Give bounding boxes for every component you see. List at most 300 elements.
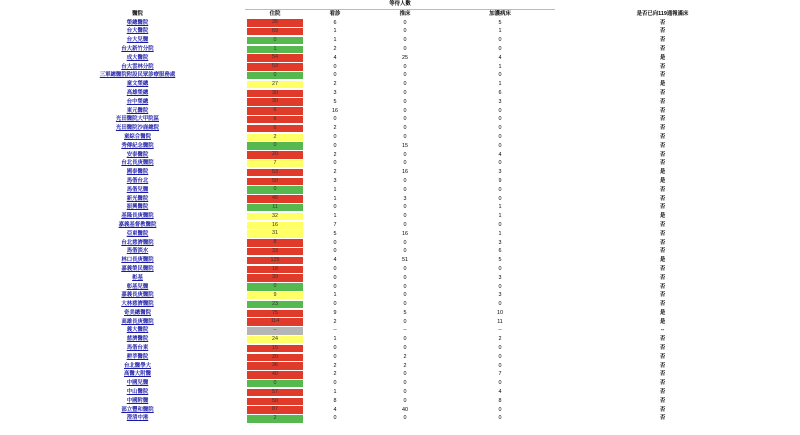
table-row	[30, 168, 770, 177]
table-header	[30, 0, 770, 19]
full-report-cell: 否	[659, 415, 666, 422]
full-report-cell: 否	[659, 362, 666, 369]
push-bed-cell: 0	[403, 345, 407, 352]
icu-cell: 5	[498, 257, 502, 264]
hospital-link[interactable]: 童綜合醫院	[124, 133, 151, 140]
consult-cell: 0	[333, 72, 337, 79]
full-report-cell: 是	[659, 257, 666, 264]
full-report-cell: 是	[659, 213, 666, 220]
inpatient-status-badge: 0	[247, 380, 303, 387]
table-row	[30, 379, 770, 388]
icu-cell: 0	[498, 160, 502, 167]
table-row	[30, 71, 770, 80]
full-report-cell: 否	[659, 301, 666, 308]
consult-cell: 3	[333, 177, 337, 184]
icu-cell: 0	[498, 265, 502, 272]
hospital-link[interactable]: 台大雲林分院	[121, 63, 154, 70]
hospital-link[interactable]: 嘉義長庚醫院	[121, 292, 154, 299]
icu-cell: 0	[498, 406, 502, 413]
table-row	[30, 326, 770, 335]
hospital-link[interactable]: 大林慈濟醫院	[121, 301, 154, 308]
hospital-cell	[30, 71, 245, 80]
full-report-cell: 否	[659, 19, 666, 26]
hospital-cell	[30, 318, 245, 327]
full-report-cell: 否	[659, 160, 666, 167]
icu-cell: 11	[497, 318, 503, 325]
inpatient-cell	[245, 168, 305, 177]
inpatient-cell	[245, 221, 305, 230]
consult-cell: 1	[333, 213, 337, 220]
inpatient-status-badge: 16	[247, 222, 303, 229]
full-report-cell: 是	[659, 309, 666, 316]
full-report-cell: 否	[659, 274, 666, 281]
inpatient-status-badge: 31	[247, 230, 303, 237]
hospital-link[interactable]: 澄清中港	[126, 415, 149, 422]
full-report-cell: 是	[659, 169, 666, 176]
push-bed-cell: 0	[403, 151, 407, 158]
hospital-link[interactable]: 亞東醫院	[126, 230, 149, 237]
table-row	[30, 115, 770, 124]
icu-cell: 6	[498, 89, 502, 96]
consult-column-header: 看診	[329, 10, 341, 17]
consult-cell: 2	[333, 318, 337, 325]
inpatient-status-badge: 2	[247, 415, 303, 422]
icu-cell: 4	[498, 389, 502, 396]
hospital-cell	[30, 177, 245, 186]
full-report-cell: 是	[659, 318, 666, 325]
inpatient-cell	[245, 362, 305, 371]
consult-cell: 0	[333, 265, 337, 272]
hospital-cell	[30, 98, 245, 107]
inpatient-status-badge: 53	[247, 169, 303, 176]
inpatient-status-badge: 0	[247, 142, 303, 149]
consult-cell: 2	[333, 81, 337, 88]
icu-cell: 0	[498, 195, 502, 202]
consult-cell: 1	[333, 28, 337, 35]
consult-cell: 0	[333, 204, 337, 211]
hospital-link[interactable]: 新光醫院	[126, 195, 149, 202]
consult-cell: 5	[333, 230, 337, 237]
full-report-cell: 否	[659, 195, 666, 202]
table-row	[30, 265, 770, 274]
push-bed-cell: 0	[403, 63, 407, 70]
table-row	[30, 353, 770, 362]
table-row	[30, 230, 770, 239]
inpatient-cell	[245, 274, 305, 283]
table-row	[30, 107, 770, 116]
hospital-link[interactable]: 光田醫院沙鹿總院	[115, 125, 160, 132]
inpatient-status-badge: 18	[247, 266, 303, 273]
push-bed-cell: 0	[403, 19, 407, 26]
icu-column-header: 加護病床	[489, 10, 511, 17]
hospital-link[interactable]: 彰基兒醫	[126, 283, 149, 290]
icu-cell: 1	[498, 63, 502, 70]
icu-cell: 6	[498, 248, 502, 255]
inpatient-cell	[245, 186, 305, 195]
hospital-link[interactable]: 義大醫院	[126, 327, 149, 334]
full-report-cell: 否	[659, 406, 666, 413]
waiting-group-header	[245, 0, 555, 10]
push-bed-cell: 0	[403, 318, 407, 325]
icu-cell: 0	[498, 142, 502, 149]
inpatient-cell	[245, 27, 305, 36]
full-report-cell: 否	[659, 230, 666, 237]
hospital-link[interactable]: 中國兒醫	[126, 380, 149, 387]
inpatient-status-badge: 39	[247, 274, 303, 281]
hospital-cell	[30, 353, 245, 362]
hospital-link[interactable]: 林口長庚醫院	[121, 257, 154, 264]
hospital-link[interactable]: 部立豐和醫院	[121, 406, 154, 413]
hospital-link[interactable]: 台中榮總	[126, 98, 149, 105]
full-report-cell: 否	[659, 89, 666, 96]
inpatient-cell	[245, 344, 305, 353]
inpatient-cell	[245, 19, 305, 28]
inpatient-status-badge: 6	[247, 107, 303, 114]
hospital-link[interactable]: 嘉義榮民醫院	[121, 265, 154, 272]
table-row	[30, 318, 770, 327]
hospital-cell	[30, 212, 245, 221]
full-report-cell: --	[660, 327, 665, 334]
hospital-cell	[30, 27, 245, 36]
consult-cell: 0	[333, 133, 337, 140]
icu-cell: 0	[498, 283, 502, 290]
full-report-cell: 否	[659, 116, 666, 123]
hospital-cell	[30, 142, 245, 151]
table-row	[30, 177, 770, 186]
hospital-link[interactable]: 童文榮總	[126, 81, 149, 88]
push-bed-cell: 0	[403, 72, 407, 79]
inpatient-status-badge: 50	[247, 398, 303, 405]
icu-cell: 0	[498, 107, 502, 114]
icu-cell: 1	[498, 230, 502, 237]
full-report-cell: 否	[659, 142, 666, 149]
inpatient-cell	[245, 326, 305, 335]
hospital-cell	[30, 45, 245, 54]
consult-cell: 0	[333, 380, 337, 387]
table-row	[30, 203, 770, 212]
hospital-cell	[30, 107, 245, 116]
table-row	[30, 335, 770, 344]
full-report-cell: 否	[659, 292, 666, 299]
push-bed-cell: 2	[403, 362, 407, 369]
push-bed-cell: 0	[403, 28, 407, 35]
inpatient-status-badge: 0	[247, 37, 303, 44]
table-row	[30, 159, 770, 168]
inpatient-status-badge: 114	[247, 318, 303, 325]
inpatient-status-badge: 15	[247, 345, 303, 352]
table-row	[30, 344, 770, 353]
inpatient-status-badge: 6	[247, 125, 303, 132]
hospital-link[interactable]: 台大兒醫	[126, 37, 149, 44]
hospital-link[interactable]: 振興醫院	[126, 204, 149, 211]
icu-cell: 1	[498, 204, 502, 211]
consult-cell: 9	[333, 309, 337, 316]
icu-cell: 0	[498, 345, 502, 352]
hospital-link[interactable]: 台北醫學大	[124, 362, 151, 369]
table-row	[30, 362, 770, 371]
consult-cell: 0	[333, 283, 337, 290]
push-bed-cell: 0	[403, 292, 407, 299]
hospital-link[interactable]: 馬偕台東	[126, 345, 149, 352]
hospital-link[interactable]: 彰基	[132, 274, 143, 281]
hospital-link[interactable]: 基隆長庚醫院	[121, 213, 154, 220]
table-row	[30, 151, 770, 160]
hospital-link[interactable]: 慈濟醫院	[126, 336, 149, 343]
icu-cell: 0	[498, 45, 502, 52]
push-bed-cell: 0	[403, 107, 407, 114]
push-bed-cell: 0	[403, 213, 407, 220]
table-row	[30, 414, 770, 423]
inpatient-status-badge: 30	[247, 90, 303, 97]
icu-cell: 0	[498, 380, 502, 387]
er-status-table	[30, 0, 770, 423]
hospital-link[interactable]: 耕莘醫院	[126, 353, 149, 360]
hospital-link[interactable]: 秀傳紀念醫院	[121, 142, 154, 149]
hospital-cell	[30, 388, 245, 397]
hospital-link[interactable]: 榮總醫院	[126, 19, 149, 26]
full-report-cell: 否	[659, 45, 666, 52]
push-bed-cell: 25	[402, 54, 408, 61]
inpatient-status-badge: 54	[247, 54, 303, 61]
consult-cell: 0	[333, 116, 337, 123]
inpatient-cell	[245, 291, 305, 300]
inpatient-status-badge: 27	[247, 81, 303, 88]
hospital-link[interactable]: 三軍總醫院附設民眾診療服務處	[99, 72, 176, 79]
hospital-link[interactable]: 馬偕台北	[126, 177, 149, 184]
hospital-link[interactable]: 高雄榮總	[126, 89, 149, 96]
icu-cell: 3	[498, 169, 502, 176]
inpatient-status-badge: 57	[247, 389, 303, 396]
inpatient-cell	[245, 203, 305, 212]
consult-cell: 1	[333, 336, 337, 343]
inpatient-cell	[245, 80, 305, 89]
full-report-cell: 否	[659, 283, 666, 290]
consult-cell: 5	[333, 98, 337, 105]
push-bed-cell: 0	[403, 81, 407, 88]
hospital-link[interactable]: 成大醫院	[126, 54, 149, 61]
icu-cell: 4	[498, 54, 502, 61]
table-row	[30, 54, 770, 63]
full-report-cell: 否	[659, 265, 666, 272]
table-row	[30, 370, 770, 379]
consult-cell: 2	[333, 169, 337, 176]
push-bed-cell: 0	[403, 239, 407, 246]
table-row	[30, 27, 770, 36]
full-report-column-header: 是否已向119通報滿床	[636, 10, 689, 17]
consult-cell: --	[333, 327, 337, 334]
consult-cell: 1	[333, 292, 337, 299]
consult-cell: 0	[333, 248, 337, 255]
consult-cell: 1	[333, 389, 337, 396]
hospital-link[interactable]: 高雄長庚醫院	[121, 318, 154, 325]
inpatient-status-badge: --	[247, 327, 303, 334]
hospital-cell	[30, 36, 245, 45]
push-bed-cell: 0	[403, 371, 407, 378]
hospital-cell	[30, 221, 245, 230]
table-row	[30, 309, 770, 318]
inpatient-status-badge: 69	[247, 28, 303, 35]
inpatient-status-badge: 30	[247, 98, 303, 105]
inpatient-cell	[245, 414, 305, 423]
inpatient-cell	[245, 36, 305, 45]
table-row	[30, 274, 770, 283]
hospital-link[interactable]: 中山醫院	[126, 389, 149, 396]
hospital-link[interactable]: 國泰醫院	[126, 169, 149, 176]
hospital-cell	[30, 256, 245, 265]
consult-cell: 4	[333, 406, 337, 413]
push-bed-cell: 0	[403, 283, 407, 290]
inpatient-cell	[245, 107, 305, 116]
inpatient-status-badge: 0	[247, 186, 303, 193]
consult-cell: 0	[333, 160, 337, 167]
hospital-link[interactable]: 馬偕兒醫	[126, 186, 149, 193]
hospital-link[interactable]: 光田醫院大甲院區	[115, 116, 160, 123]
consult-cell: 6	[333, 19, 337, 26]
hospital-cell	[30, 291, 245, 300]
inpatient-cell	[245, 318, 305, 327]
icu-cell: 5	[498, 19, 502, 26]
consult-cell: 0	[333, 274, 337, 281]
full-report-cell: 否	[659, 371, 666, 378]
icu-cell: 0	[498, 353, 502, 360]
hospital-link[interactable]: 台大新竹分院	[121, 45, 154, 52]
inpatient-cell	[245, 98, 305, 107]
icu-cell: 0	[498, 186, 502, 193]
inpatient-cell	[245, 45, 305, 54]
consult-cell: 7	[333, 221, 337, 228]
icu-cell: 0	[498, 415, 502, 422]
hospital-cell	[30, 195, 245, 204]
full-report-cell: 否	[659, 107, 666, 114]
hospital-cell	[30, 124, 245, 133]
hospital-cell	[30, 151, 245, 160]
icu-cell: 0	[498, 133, 502, 140]
push-bed-cell: 0	[403, 186, 407, 193]
table-row	[30, 291, 770, 300]
consult-cell: 0	[333, 301, 337, 308]
push-bed-cell: 0	[403, 37, 407, 44]
push-bed-cell: 3	[403, 195, 407, 202]
inpatient-status-badge: 7	[247, 160, 303, 167]
hospital-cell	[30, 326, 245, 335]
hospital-cell	[30, 265, 245, 274]
empty-header-cell	[30, 0, 245, 10]
hospital-link[interactable]: 東元醫院	[126, 107, 149, 114]
icu-cell: 3	[498, 292, 502, 299]
inpatient-cell	[245, 335, 305, 344]
hospital-link[interactable]: 中國附醫	[126, 397, 149, 404]
hospital-link[interactable]: 安泰醫院	[126, 151, 149, 158]
hospital-link[interactable]: 高醫大附醫	[124, 371, 151, 378]
inpatient-cell	[245, 142, 305, 151]
table-row	[30, 388, 770, 397]
push-bed-cell: 40	[402, 406, 408, 413]
hospital-cell	[30, 344, 245, 353]
table-row	[30, 212, 770, 221]
inpatient-cell	[245, 388, 305, 397]
hospital-link[interactable]: 台大醫院	[126, 28, 149, 35]
inpatient-status-badge: 75	[247, 310, 303, 317]
hospital-cell	[30, 397, 245, 406]
icu-cell: 0	[498, 116, 502, 123]
inpatient-cell	[245, 133, 305, 142]
hospital-cell	[30, 239, 245, 248]
empty-header-cell	[555, 0, 770, 10]
push-bed-cell: 0	[403, 265, 407, 272]
push-bed-cell: 0	[403, 415, 407, 422]
inpatient-status-badge: 1	[247, 46, 303, 53]
table-row	[30, 133, 770, 142]
consult-cell: 0	[333, 63, 337, 70]
hospital-column-header: 醫院	[132, 10, 143, 17]
icu-cell: --	[498, 327, 502, 334]
inpatient-status-badge: 53	[247, 63, 303, 70]
table-row	[30, 406, 770, 415]
hospital-link[interactable]: 馬偕淡水	[126, 248, 149, 255]
push-bed-cell: 0	[403, 380, 407, 387]
push-bed-cell: 2	[403, 353, 407, 360]
full-report-cell: 是	[659, 81, 666, 88]
consult-cell: 1	[333, 37, 337, 44]
hospital-cell	[30, 63, 245, 72]
hospital-link[interactable]: 奇美總醫院	[124, 309, 151, 316]
inpatient-status-badge: 36	[247, 362, 303, 369]
push-bed-cell: 0	[403, 125, 407, 132]
consult-cell: 3	[333, 89, 337, 96]
inpatient-cell	[245, 177, 305, 186]
icu-cell: 0	[498, 301, 502, 308]
inpatient-status-badge: 0	[247, 72, 303, 79]
hospital-cell	[30, 186, 245, 195]
inpatient-status-badge: 0	[247, 283, 303, 290]
push-bed-cell: 16	[402, 169, 408, 176]
push-bed-cell: 51	[402, 257, 408, 264]
push-bed-cell: 0	[403, 116, 407, 123]
icu-cell: 8	[498, 397, 502, 404]
hospital-cell	[30, 379, 245, 388]
hospital-cell	[30, 230, 245, 239]
inpatient-status-badge: 23	[247, 301, 303, 308]
hospital-cell	[30, 414, 245, 423]
push-bed-cell: 0	[403, 89, 407, 96]
hospital-cell	[30, 168, 245, 177]
inpatient-cell	[245, 89, 305, 98]
hospital-cell	[30, 283, 245, 292]
inpatient-status-badge: 11	[247, 204, 303, 211]
hospital-cell	[30, 89, 245, 98]
icu-cell: 7	[498, 371, 502, 378]
icu-cell: 0	[498, 125, 502, 132]
table-row	[30, 283, 770, 292]
hospital-link[interactable]: 嘉義基督教醫院	[118, 221, 157, 228]
consult-cell: 8	[333, 397, 337, 404]
full-report-cell: 否	[659, 345, 666, 352]
full-report-cell: 否	[659, 28, 666, 35]
consult-cell: 2	[333, 45, 337, 52]
hospital-cell	[30, 300, 245, 309]
consult-cell: 4	[333, 257, 337, 264]
consult-cell: 2	[333, 371, 337, 378]
hospital-cell	[30, 370, 245, 379]
hospital-link[interactable]: 台北慈濟醫院	[121, 239, 154, 246]
inpatient-cell	[245, 115, 305, 124]
hospital-cell	[30, 80, 245, 89]
hospital-link[interactable]: 台北長庚醫院	[121, 160, 154, 167]
full-report-cell: 是	[659, 54, 666, 61]
push-bed-cell: 0	[403, 160, 407, 167]
full-report-cell: 否	[659, 336, 666, 343]
hospital-cell	[30, 309, 245, 318]
